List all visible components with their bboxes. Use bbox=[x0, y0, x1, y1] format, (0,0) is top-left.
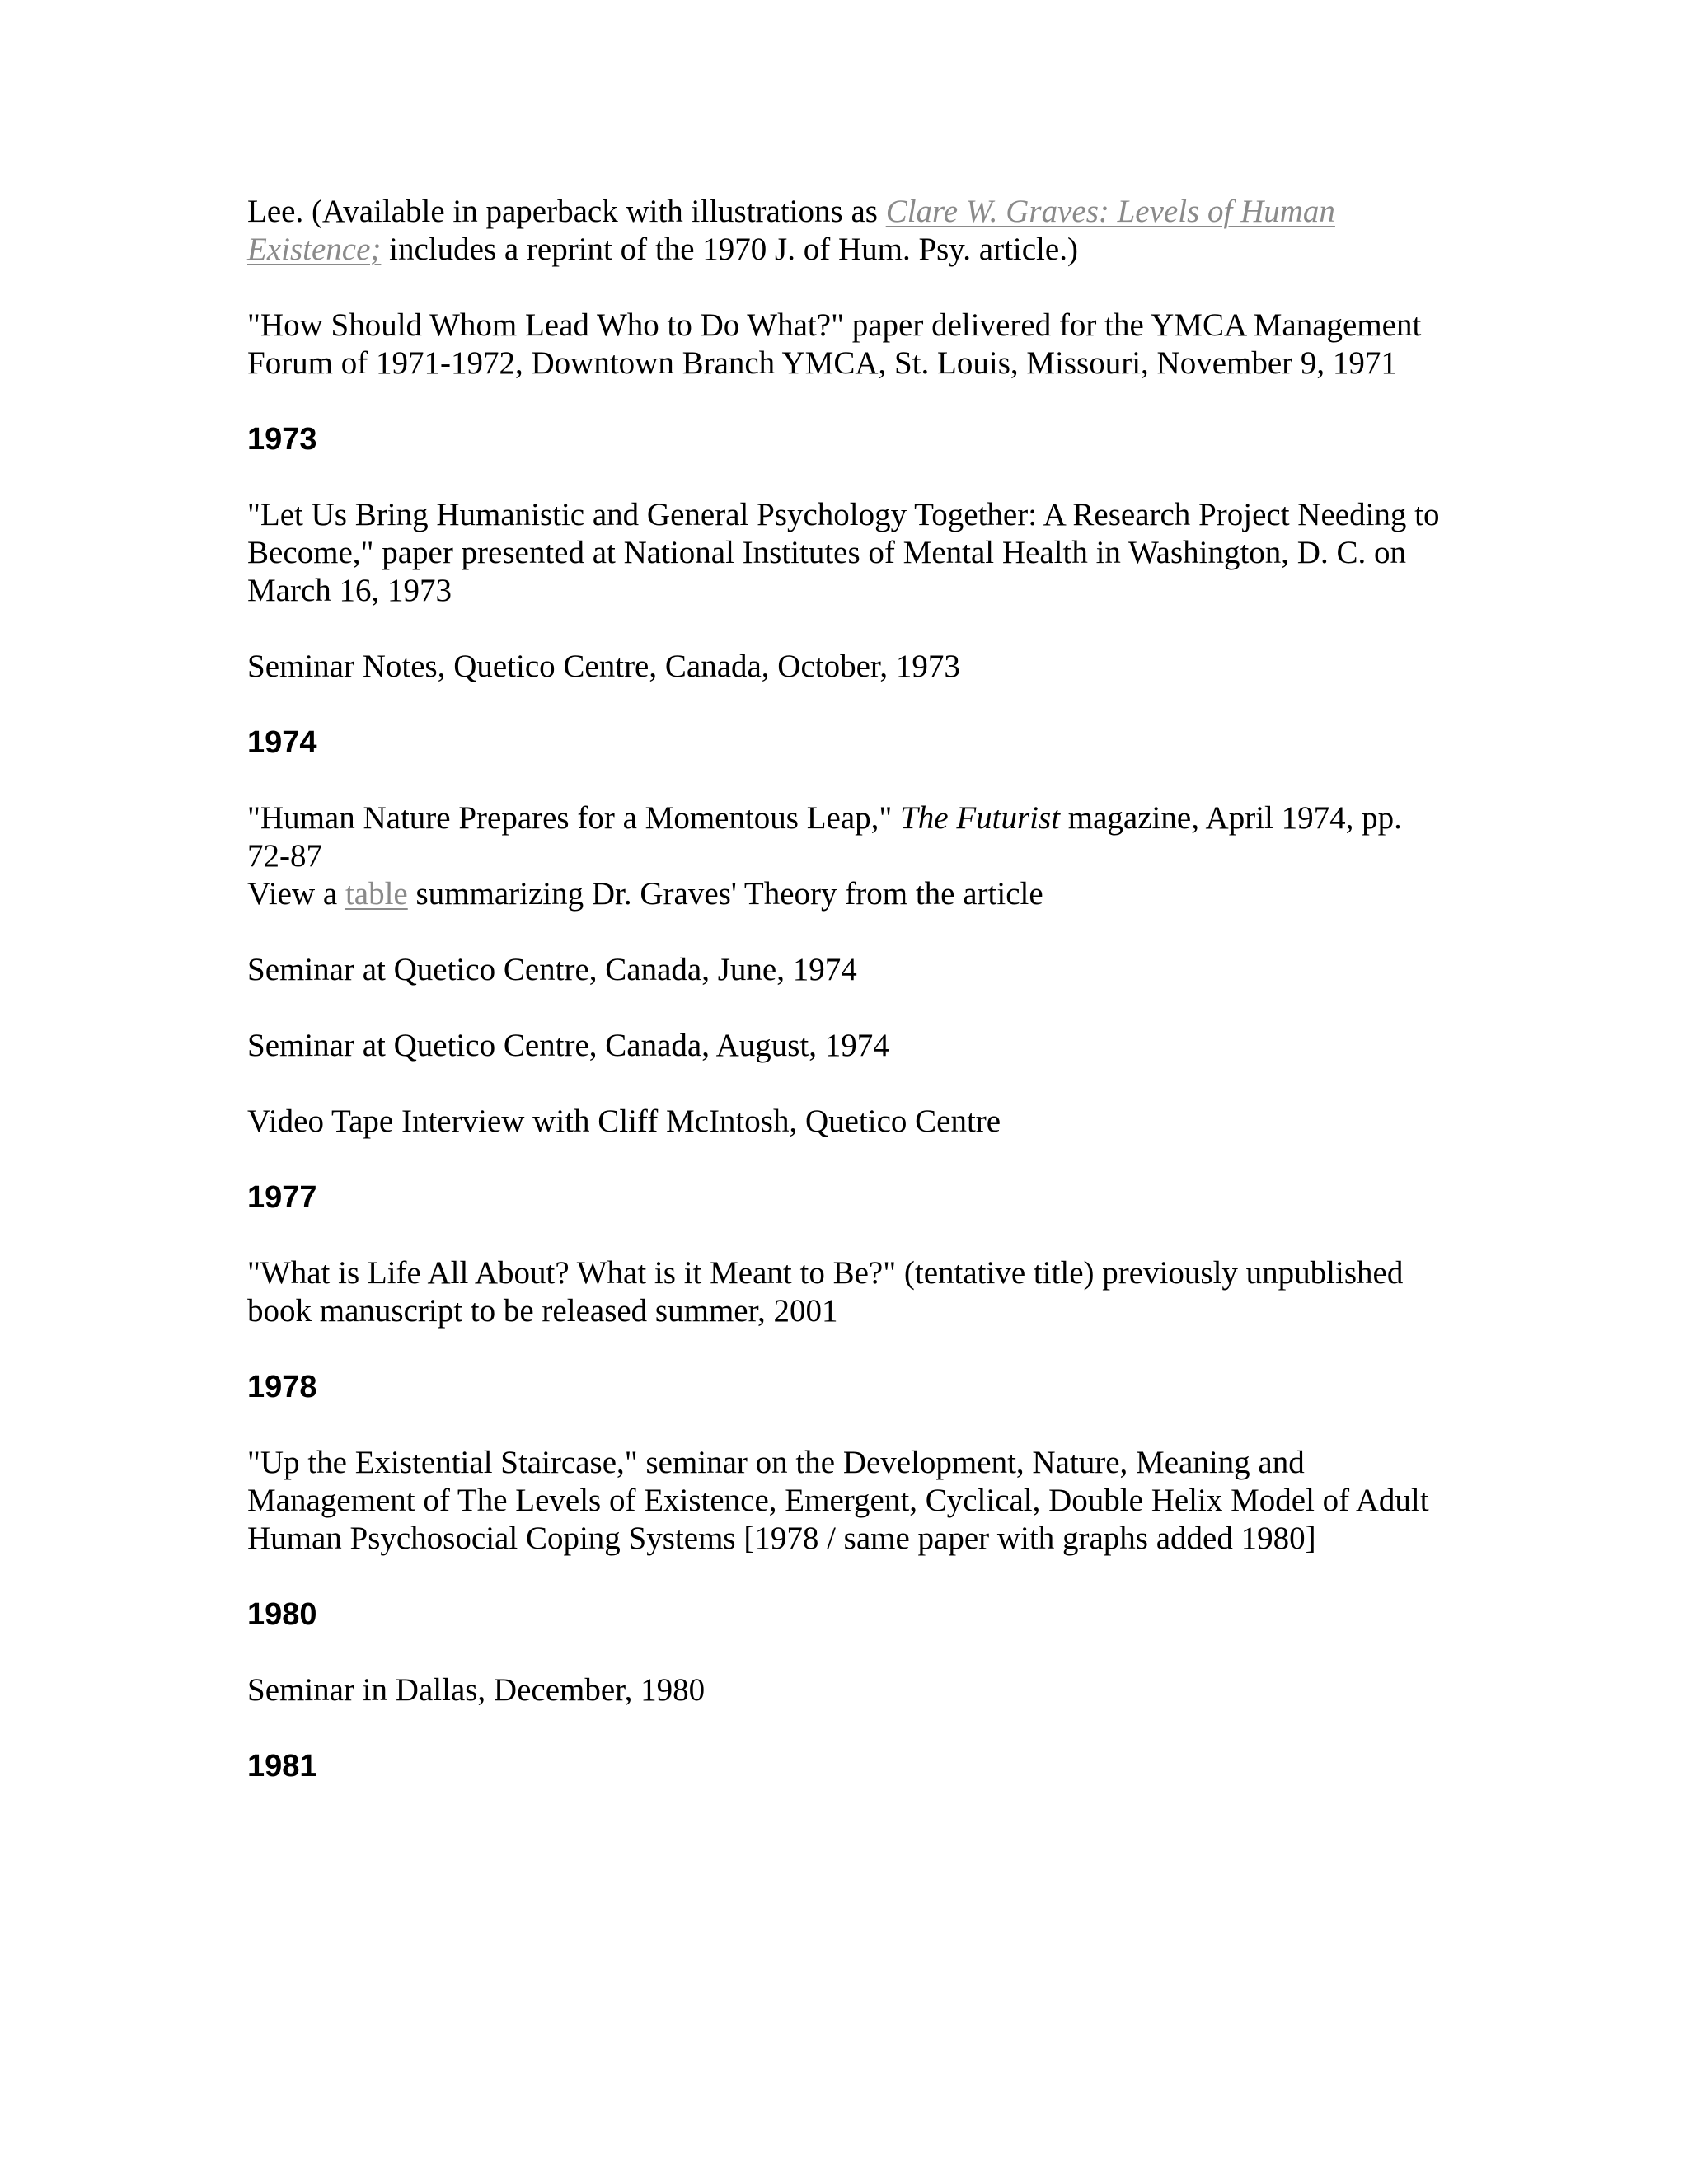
year-heading-1977: 1977 bbox=[247, 1180, 317, 1215]
entry-text: Lee. (Available in paperback with illustrations as bbox=[247, 194, 886, 229]
book-link[interactable]: Clare W. Graves: Levels of Human Existence; bbox=[247, 194, 1335, 267]
year-heading-1973: 1973 bbox=[247, 422, 317, 457]
entry-text: View a bbox=[247, 876, 345, 912]
entry-levels-of-human-existence bbox=[247, 193, 1451, 269]
entry-video-interview: Video Tape Interview with Cliff McIntosh, Quetico Centre bbox=[247, 1104, 1001, 1139]
entry-text: magazine, April 1974, pp. 72-87 bbox=[247, 800, 1402, 874]
entry-futurist-article bbox=[247, 799, 1451, 875]
magazine-title: The Futurist bbox=[900, 800, 1061, 836]
entry-seminar-august-1974: Seminar at Quetico Centre, Canada, August, 1974 bbox=[247, 1028, 889, 1063]
entry-existential-staircase: "Up the Existential Staircase," seminar on the Development, Nature, Meaning and Management of The Levels of Existence, Emergent, Cyclical, Double Helix Model of Adult Human Psychosocial Coping Systems [1978 / same paper with graphs added 1980] bbox=[247, 1445, 1429, 1556]
entry-seminar-dallas: Seminar in Dallas, December, 1980 bbox=[247, 1672, 706, 1708]
entry-text: summarizing Dr. Graves' Theory from the article bbox=[407, 876, 1043, 912]
table-link[interactable]: table bbox=[345, 876, 408, 912]
bibliography-page bbox=[247, 193, 1451, 1823]
year-heading-1981: 1981 bbox=[247, 1749, 317, 1783]
entry-nimh-paper: "Let Us Bring Humanistic and General Psychology Together: A Research Project Needing to Become," paper presented at National Institutes of Mental Health in Washington, D. C. on March 16, 1973 bbox=[247, 497, 1440, 608]
year-heading-1978: 1978 bbox=[247, 1370, 317, 1404]
entry-book-manuscript: "What is Life All About? What is it Meant to Be?" (tentative title) previously unpublished book manuscript to be released summer, 2001 bbox=[247, 1255, 1404, 1329]
entry-view-table bbox=[247, 875, 1451, 913]
entry-ymca-paper: "How Should Whom Lead Who to Do What?" paper delivered for the YMCA Management Forum of 1971-1972, Downtown Branch YMCA, St. Louis, Missouri, November 9, 1971 bbox=[247, 307, 1422, 381]
year-heading-1980: 1980 bbox=[247, 1597, 317, 1632]
entry-text: "Human Nature Prepares for a Momentous Leap," bbox=[247, 800, 901, 836]
year-heading-1974: 1974 bbox=[247, 725, 317, 760]
entry-seminar-notes-1973: Seminar Notes, Quetico Centre, Canada, October, 1973 bbox=[247, 649, 960, 684]
entry-text: includes a reprint of the 1970 J. of Hum. Psy. article.) bbox=[381, 232, 1078, 267]
entry-seminar-june-1974: Seminar at Quetico Centre, Canada, June, 1974 bbox=[247, 952, 857, 987]
